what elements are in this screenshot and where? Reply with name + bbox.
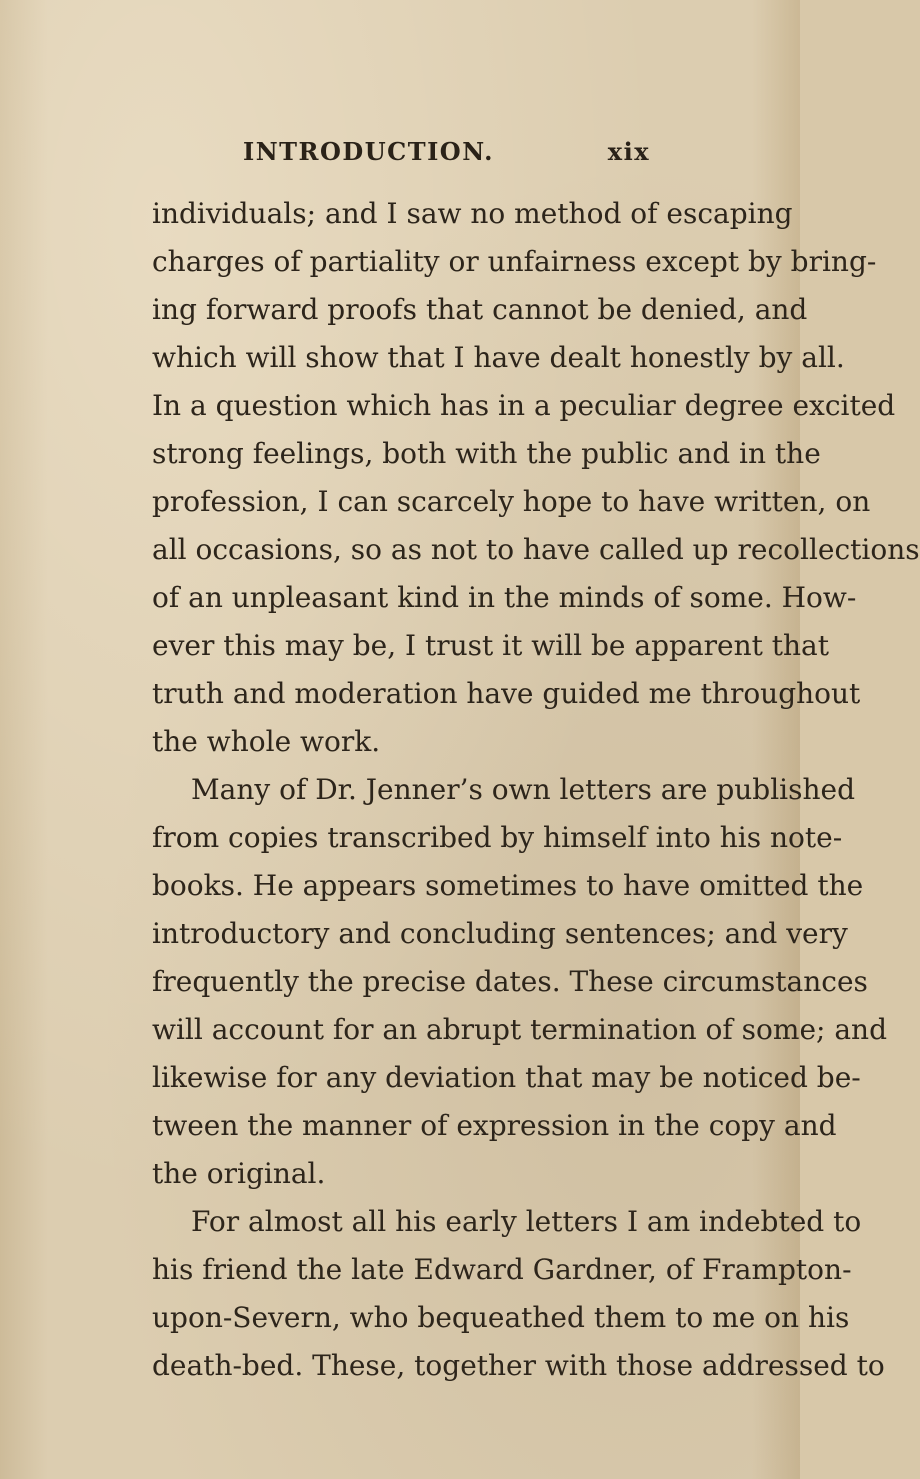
text-line: upon-Severn, who bequeathed them to me on his bbox=[152, 1301, 850, 1334]
page-header bbox=[0, 137, 800, 167]
text-line: the whole work. bbox=[152, 725, 381, 758]
text-line: introductory and concluding sentences; and very bbox=[152, 917, 848, 950]
paragraph-1 bbox=[152, 190, 920, 766]
text-line: tween the manner of expression in the copy and bbox=[152, 1109, 837, 1142]
text-line: from copies transcribed by himself into his note- bbox=[152, 821, 843, 854]
text-line: charges of partiality or unfairness except by bring- bbox=[152, 245, 877, 278]
text-line: ever this may be, I trust it will be apparent that bbox=[152, 629, 830, 662]
text-line: all occasions, so as not to have called up recollections bbox=[152, 533, 920, 566]
paragraph-2 bbox=[152, 766, 887, 1198]
text-line: profession, I can scarcely hope to have written, on bbox=[152, 485, 871, 518]
text-line: death-bed. These, together with those addressed to bbox=[152, 1349, 885, 1382]
text-line: of an unpleasant kind in the minds of some. How- bbox=[152, 581, 857, 614]
text-line: will account for an abrupt termination of some; and bbox=[152, 1013, 887, 1046]
text-line: frequently the precise dates. These circumstances bbox=[152, 965, 868, 998]
text-line: For almost all his early letters I am indebted to bbox=[191, 1205, 862, 1238]
text-line: Many of Dr. Jenner’s own letters are published bbox=[191, 773, 856, 806]
body-text bbox=[152, 190, 920, 1390]
text-line: strong feelings, both with the public and in the bbox=[152, 437, 821, 470]
text-line: which will show that I have dealt honestly by all. bbox=[152, 341, 845, 374]
text-line: likewise for any deviation that may be noticed be- bbox=[152, 1061, 861, 1094]
text-line: individuals; and I saw no method of escaping bbox=[152, 197, 793, 230]
page-number: xix bbox=[607, 137, 650, 166]
text-line: truth and moderation have guided me throughout bbox=[152, 677, 861, 710]
running-title: INTRODUCTION. bbox=[243, 137, 494, 166]
paragraph-3 bbox=[152, 1198, 885, 1390]
text-line: ing forward proofs that cannot be denied, and bbox=[152, 293, 808, 326]
text-line: In a question which has in a peculiar degree excited bbox=[152, 389, 896, 422]
text-line: his friend the late Edward Gardner, of Frampton- bbox=[152, 1253, 852, 1286]
text-line: books. He appears sometimes to have omitted the bbox=[152, 869, 864, 902]
text-line: the original. bbox=[152, 1157, 326, 1190]
